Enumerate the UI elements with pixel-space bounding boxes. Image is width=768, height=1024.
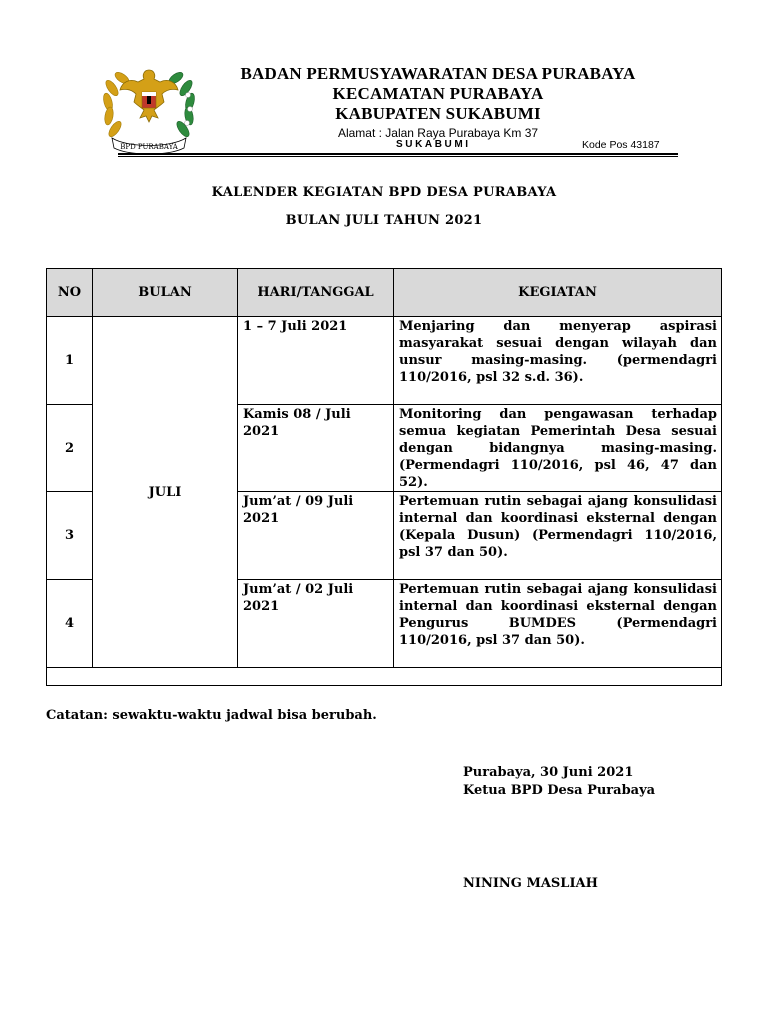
letterhead-regency: KABUPATEN SUKABUMI [335, 104, 541, 123]
row-date: Kamis 08 / Juli 2021 [238, 405, 394, 492]
document-subtitle: BULAN JULI TAHUN 2021 [285, 213, 483, 228]
row-date: Jum’at / 02 Juli 2021 [238, 580, 394, 668]
row-number: 2 [47, 405, 93, 492]
signature-place-date: Purabaya, 30 Juni 2021 [463, 765, 634, 780]
letterhead-district: KECAMATAN PURABAYA [332, 84, 544, 103]
signature-name: NINING MASLIAH [463, 876, 598, 891]
document-title: KALENDER KEGIATAN BPD DESA PURABAYA [211, 185, 557, 200]
row-number: 3 [47, 492, 93, 580]
letterhead-rule-thick [118, 153, 678, 155]
letterhead-rule-thin [118, 156, 678, 157]
month-cell: JULI [93, 317, 238, 668]
row-activity: Monitoring dan pengawasan terhadap semua kegiatan Pemerintah Desa sesuai dengan bidangnya masing-masing. (Permendagri 110/2016, psl 46, 47 dan 52). [394, 405, 722, 492]
logo-ribbon-text: BPD PURABAYA [120, 143, 178, 151]
empty-cell [47, 668, 722, 686]
row-number: 4 [47, 580, 93, 668]
table-row [47, 317, 722, 405]
row-date: Jum’at / 09 Juli 2021 [238, 492, 394, 580]
row-activity: Pertemuan rutin sebagai ajang konsulidasi internal dan koordinasi eksternal dengan Pengurus BUMDES (Permendagri 110/2016, psl 37 dan 50). [394, 580, 722, 668]
header-activity: KEGIATAN [394, 269, 722, 317]
schedule-note: Catatan: sewaktu-waktu jadwal bisa berubah. [46, 708, 377, 723]
signature-role: Ketua BPD Desa Purabaya [463, 783, 656, 798]
letterhead-city: SUKABUMI [396, 139, 471, 150]
row-activity: Menjaring dan menyerap aspirasi masyarakat sesuai dengan wilayah dan unsur masing-masing. (permendagri 110/2016, psl 32 s.d. 36). [394, 317, 722, 405]
header-month: BULAN [93, 269, 238, 317]
row-number: 1 [47, 317, 93, 405]
header-no: NO [47, 269, 93, 317]
row-date: 1 – 7 Juli 2021 [238, 317, 394, 405]
letterhead-org-name: BADAN PERMUSYAWARATAN DESA PURABAYA [240, 64, 636, 83]
table-header-row [47, 269, 722, 317]
letterhead-address: Alamat : Jalan Raya Purabaya Km 37 [337, 126, 539, 140]
table-empty-row [47, 668, 722, 686]
bpd-logo [98, 58, 200, 158]
schedule-table [46, 268, 722, 686]
header-date: HARI/TANGGAL [238, 269, 394, 317]
letterhead-postcode: Kode Pos 43187 [582, 139, 660, 151]
row-activity: Pertemuan rutin sebagai ajang konsulidasi internal dan koordinasi eksternal dengan (Kepala Dusun) (Permendagri 110/2016, psl 37 dan 50). [394, 492, 722, 580]
